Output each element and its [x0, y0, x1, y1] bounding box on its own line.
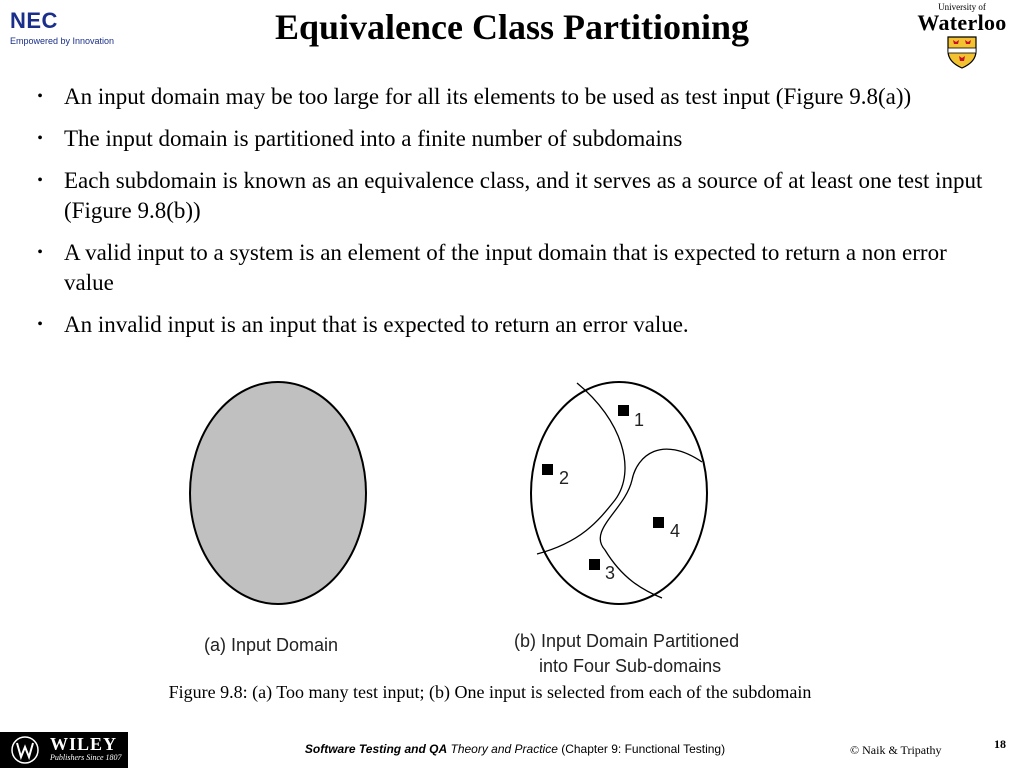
bullet-marker: • [37, 172, 43, 189]
figure-a-label: (a) Input Domain [204, 635, 339, 655]
figure-b-label-line1: (b) Input Domain Partitioned [514, 631, 740, 651]
subdomain-point-1 [618, 405, 629, 416]
waterloo-logo [900, 0, 1024, 70]
nec-logo [10, 8, 130, 56]
footer-book-title: Software Testing and QA [304, 742, 448, 756]
wiley-emblem-icon [8, 735, 42, 765]
subdomain-label-4: 4 [670, 521, 681, 541]
bullet-marker: • [37, 88, 43, 105]
wiley-logo [0, 732, 128, 768]
footer-copyright: © Naik & Tripathy [850, 743, 942, 757]
bullet-list [30, 82, 1000, 352]
slide-title: Equivalence Class Partitioning [274, 7, 750, 47]
wiley-logo-mark: WILEY [50, 734, 118, 754]
subdomain-label-1: 1 [634, 410, 645, 430]
waterloo-logo-name: Waterloo [917, 10, 1007, 35]
nec-logo-tagline: Empowered by Innovation [10, 36, 115, 46]
subdomain-point-4 [653, 517, 664, 528]
bullet-text: A valid input to a system is an element of the input domain that is expected to return a non error value [64, 240, 947, 295]
bullet-item [30, 166, 1000, 226]
bullet-item [30, 82, 1000, 112]
subdomain-point-2 [542, 464, 553, 475]
subdomain-label-2: 2 [559, 468, 570, 488]
footer-book-subtitle: Theory and Practice [450, 742, 558, 756]
subdomain-point-3 [589, 559, 600, 570]
bullet-item [30, 310, 1000, 340]
figure-b-partitioned-domain [527, 380, 711, 610]
waterloo-shield-icon [945, 35, 979, 69]
bullet-marker: • [37, 130, 43, 147]
bullet-text: An invalid input is an input that is expected to return an error value. [64, 312, 689, 337]
bullet-text: Each subdomain is known as an equivalence class, and it serves as a source of at least one test input (Figure 9.8(b)) [64, 168, 983, 223]
figure-caption: Figure 9.8: (a) Too many test input; (b) One input is selected from each of the subdomain [168, 682, 812, 702]
bullet-item [30, 238, 1000, 298]
waterloo-logo-top: University of [938, 2, 986, 12]
bullet-marker: • [37, 316, 43, 333]
nec-logo-mark: NEC [10, 8, 58, 33]
bullet-item [30, 124, 1000, 154]
figure-b-label-line2: into Four Sub-domains [539, 656, 722, 676]
bullet-text: The input domain is partitioned into a finite number of subdomains [64, 126, 683, 151]
subdomain-label-3: 3 [605, 563, 616, 583]
bullet-marker: • [37, 244, 43, 261]
footer-chapter: (Chapter 9: Functional Testing) [561, 742, 726, 756]
footer-book-info [240, 742, 790, 756]
wiley-logo-tagline: Publishers Since 1807 [50, 753, 122, 762]
figure-a-input-domain [186, 380, 370, 610]
bullet-text: An input domain may be too large for all its elements to be used as test input (Figure 9.8(a)) [64, 84, 912, 109]
page-number: 18 [994, 737, 1006, 751]
input-domain-ellipse [190, 382, 366, 604]
